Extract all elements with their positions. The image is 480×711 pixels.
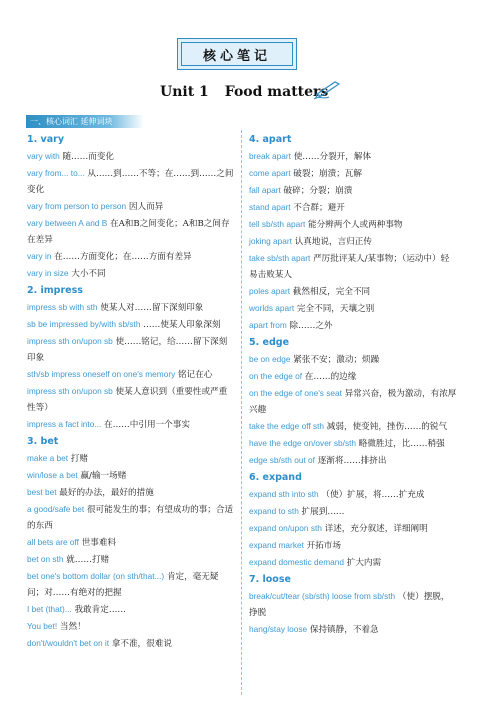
phrase-chinese: 紧张不安；激动；烦躁 — [290, 355, 380, 365]
entry-heading: 4. apart — [249, 134, 292, 145]
phrase-chinese: 肯定，毫无疑问；对……有绝对的把握 — [27, 572, 219, 598]
phrase-entry — [249, 165, 457, 182]
phrase-entry — [27, 148, 235, 165]
phrase-entry — [249, 300, 457, 317]
phrase-entry — [249, 368, 457, 385]
phrase-chinese: 在……的边缘 — [302, 372, 357, 382]
phrase-chinese: 使……分裂开，解体 — [290, 152, 372, 162]
phrase-english: expand market — [249, 540, 304, 550]
right-column — [249, 131, 457, 638]
phrase-entry — [249, 351, 457, 368]
phrase-chinese: 世事难料 — [78, 538, 117, 548]
phrase-english: expand to sth — [249, 506, 299, 516]
phrase-entry — [27, 635, 235, 652]
entry-heading: 5. edge — [249, 337, 290, 348]
section-label: 一、核心词汇 延伸词块 — [30, 117, 113, 126]
phrase-english: bet on sth — [27, 554, 64, 564]
phrase-entry — [249, 435, 457, 452]
phrase-chinese: 认真地说，言归正传 — [291, 237, 372, 247]
phrase-entry — [249, 317, 457, 334]
column-divider — [241, 130, 242, 695]
phrase-entry — [249, 503, 457, 520]
phrase-entry — [27, 534, 235, 551]
phrase-chinese: 铭记在心 — [175, 370, 213, 380]
phrase-chinese: 打赌 — [68, 454, 88, 464]
phrase-chinese: 能分辨两个人或两种事物 — [305, 220, 403, 230]
phrase-chinese: 开拓市场 — [303, 541, 341, 551]
phrase-chinese: 不合群；避开 — [290, 203, 345, 213]
phrase-english: You bet! — [27, 621, 58, 631]
unit-number: Unit 1 — [160, 84, 209, 100]
phrase-english: vary from... to... — [27, 168, 85, 178]
phrase-chinese: 严厉批评某人/某事物；（运动中）轻易击败某人 — [249, 254, 450, 280]
phrase-english: bet one's bottom dollar (on sth/that...) — [27, 571, 165, 581]
phrase-chinese: 减弱，使变钝，挫伤……的锐气 — [324, 422, 448, 432]
phrase-chinese: 我敢肯定…… — [71, 605, 127, 615]
phrase-entry — [27, 551, 235, 568]
phrase-english: vary in — [27, 251, 52, 261]
phrase-chinese: ……使某人印象深刻 — [140, 320, 221, 330]
phrase-entry — [249, 148, 457, 165]
phrase-entry — [249, 486, 457, 503]
phrase-english: impress sth on/upon sb — [27, 336, 113, 346]
phrase-chinese: 因人而异 — [126, 202, 164, 212]
phrase-english: tell sb/sth apart — [249, 219, 306, 229]
phrase-english: vary from person to person — [27, 201, 127, 211]
phrase-chinese: 使某人意识到（重要性或严重性等） — [27, 387, 228, 413]
phrase-entry — [249, 385, 457, 418]
phrase-entry — [249, 182, 457, 199]
phrase-entry — [249, 621, 457, 638]
phrase-chinese: （使）扩展，将……扩充成 — [318, 490, 425, 500]
phrase-english: I bet (that)... — [27, 604, 72, 614]
phrase-chinese: 使……铭记，给……留下深刻印象 — [27, 337, 228, 363]
phrase-english: best bet — [27, 487, 57, 497]
phrase-entry — [27, 165, 235, 198]
phrase-chinese: 赢/输一场赌 — [77, 471, 127, 481]
phrase-chinese: 扩展到…… — [298, 507, 345, 517]
phrase-entry — [249, 418, 457, 435]
phrase-english: on the edge of one's seat — [249, 388, 342, 398]
phrase-chinese: 在……中引用一个事实 — [101, 420, 190, 430]
phrase-english: sb be impressed by/with sb/sth — [27, 319, 141, 329]
phrase-entry — [249, 216, 457, 233]
phrase-chinese: 异常兴奋，极为激动，有浓厚兴趣 — [249, 389, 457, 415]
entry-heading: 2. impress — [27, 285, 83, 296]
phrase-english: take sb/sth apart — [249, 253, 311, 263]
phrase-chinese: （使）摆脱，挣脱 — [249, 592, 450, 618]
phrase-chinese: 破裂；崩溃；瓦解 — [290, 169, 362, 179]
phrase-english: apart from — [249, 320, 287, 330]
phrase-chinese: 最好的办法，最好的措施 — [56, 488, 154, 498]
phrase-english: come apart — [249, 168, 291, 178]
phrase-entry — [27, 618, 235, 635]
phrase-entry — [27, 416, 235, 433]
phrase-english: vary between A and B — [27, 218, 108, 228]
phrase-english: vary in size — [27, 268, 69, 278]
phrase-chinese: 大小不同 — [68, 269, 106, 279]
phrase-english: make a bet — [27, 453, 69, 463]
phrase-english: impress sth on/upon sb — [27, 386, 113, 396]
phrase-entry — [249, 554, 457, 571]
phrase-entry — [27, 366, 235, 383]
phrase-english: expand sth into sth — [249, 489, 319, 499]
phrase-chinese: 使某人对……留下深刻印象 — [97, 303, 204, 313]
phrase-entry — [27, 248, 235, 265]
unit-heading — [160, 84, 328, 100]
phrase-entry — [27, 333, 235, 366]
entry-heading: 7. loose — [249, 574, 291, 585]
phrase-entry — [249, 199, 457, 216]
phrase-english: impress a fact into... — [27, 419, 102, 429]
phrase-english: worlds apart — [249, 303, 295, 313]
phrase-entry — [27, 484, 235, 501]
phrase-english: impress sb with sth — [27, 302, 98, 312]
phrase-entry — [27, 316, 235, 333]
phrase-chinese: 在A和B之间变化；A和B之间存在差异 — [27, 219, 230, 245]
notes-banner — [177, 38, 297, 70]
phrase-english: stand apart — [249, 202, 291, 212]
phrase-entry — [249, 537, 457, 554]
phrase-english: expand on/upon sth — [249, 523, 322, 533]
phrase-entry — [27, 383, 235, 416]
phrase-english: all bets are off — [27, 537, 79, 547]
phrase-english: on the edge of — [249, 371, 303, 381]
phrase-entry — [249, 283, 457, 300]
phrase-entry — [27, 450, 235, 467]
phrase-entry — [249, 588, 457, 621]
entry-heading: 6. expand — [249, 472, 302, 483]
phrase-english: expand domestic demand — [249, 557, 345, 567]
phrase-english: edge sb/sth out of — [249, 455, 315, 465]
phrase-entry — [27, 501, 235, 534]
phrase-chinese: 在……方面变化；在……方面有差异 — [51, 252, 192, 262]
phrase-chinese: 除……之外 — [286, 321, 333, 331]
phrase-chinese: 详述，充分叙述，详细阐明 — [321, 524, 428, 534]
phrase-english: hang/stay loose — [249, 624, 308, 634]
phrase-entry — [27, 568, 235, 601]
phrase-chinese: 拿不准，很难说 — [109, 639, 172, 649]
phrase-entry — [27, 265, 235, 282]
phrase-english: break apart — [249, 151, 291, 161]
phrase-chinese: 截然相反，完全不同 — [290, 287, 371, 297]
phrase-english: don't/wouldn't bet on it — [27, 638, 110, 648]
phrase-entry — [27, 215, 235, 248]
phrase-chinese: 当然！ — [57, 622, 86, 632]
phrase-entry — [27, 198, 235, 215]
phrase-english: sth/sb impress oneself on one's memory — [27, 369, 176, 379]
phrase-chinese: 随……而变化 — [59, 152, 115, 162]
phrase-chinese: 从……到……不等；在……到……之间变化 — [27, 169, 234, 195]
phrase-entry — [249, 520, 457, 537]
phrase-entry — [249, 250, 457, 283]
phrase-chinese: 完全不同，天壤之别 — [294, 304, 375, 314]
entry-heading: 1. vary — [27, 134, 65, 145]
phrase-english: joking apart — [249, 236, 292, 246]
phrase-chinese: 保持镇静，不着急 — [307, 625, 379, 635]
phrase-english: win/lose a bet — [27, 470, 78, 480]
phrase-english: fall apart — [249, 185, 281, 195]
phrase-english: poles apart — [249, 286, 291, 296]
unit-name: Food matters — [224, 84, 329, 100]
phrase-english: vary with — [27, 151, 60, 161]
phrase-english: be on edge — [249, 354, 291, 364]
phrase-entry — [27, 467, 235, 484]
pen-icon — [313, 78, 343, 100]
phrase-english: take the edge off sth — [249, 421, 325, 431]
phrase-chinese: 很可能发生的事；有望成功的事；合适的东西 — [27, 505, 234, 531]
phrase-chinese: 扩大内需 — [344, 558, 382, 568]
left-column — [27, 131, 235, 652]
banner-title: 核心笔记 — [202, 48, 271, 64]
phrase-entry — [27, 299, 235, 316]
phrase-chinese: 略微胜过，比……稍强 — [356, 439, 445, 449]
phrase-entry — [249, 233, 457, 250]
phrase-chinese: 就……打赌 — [63, 555, 110, 565]
phrase-entry — [249, 452, 457, 469]
entry-heading: 3. bet — [27, 436, 59, 447]
phrase-english: have the edge on/over sb/sth — [249, 438, 357, 448]
phrase-english: a good/safe bet — [27, 504, 85, 514]
phrase-english: break/cut/tear (sb/sth) loose from sb/sth — [249, 591, 396, 601]
phrase-entry — [27, 601, 235, 618]
phrase-chinese: 破碎；分裂；崩溃 — [280, 186, 353, 196]
phrase-chinese: 逐渐将……排挤出 — [314, 456, 387, 466]
